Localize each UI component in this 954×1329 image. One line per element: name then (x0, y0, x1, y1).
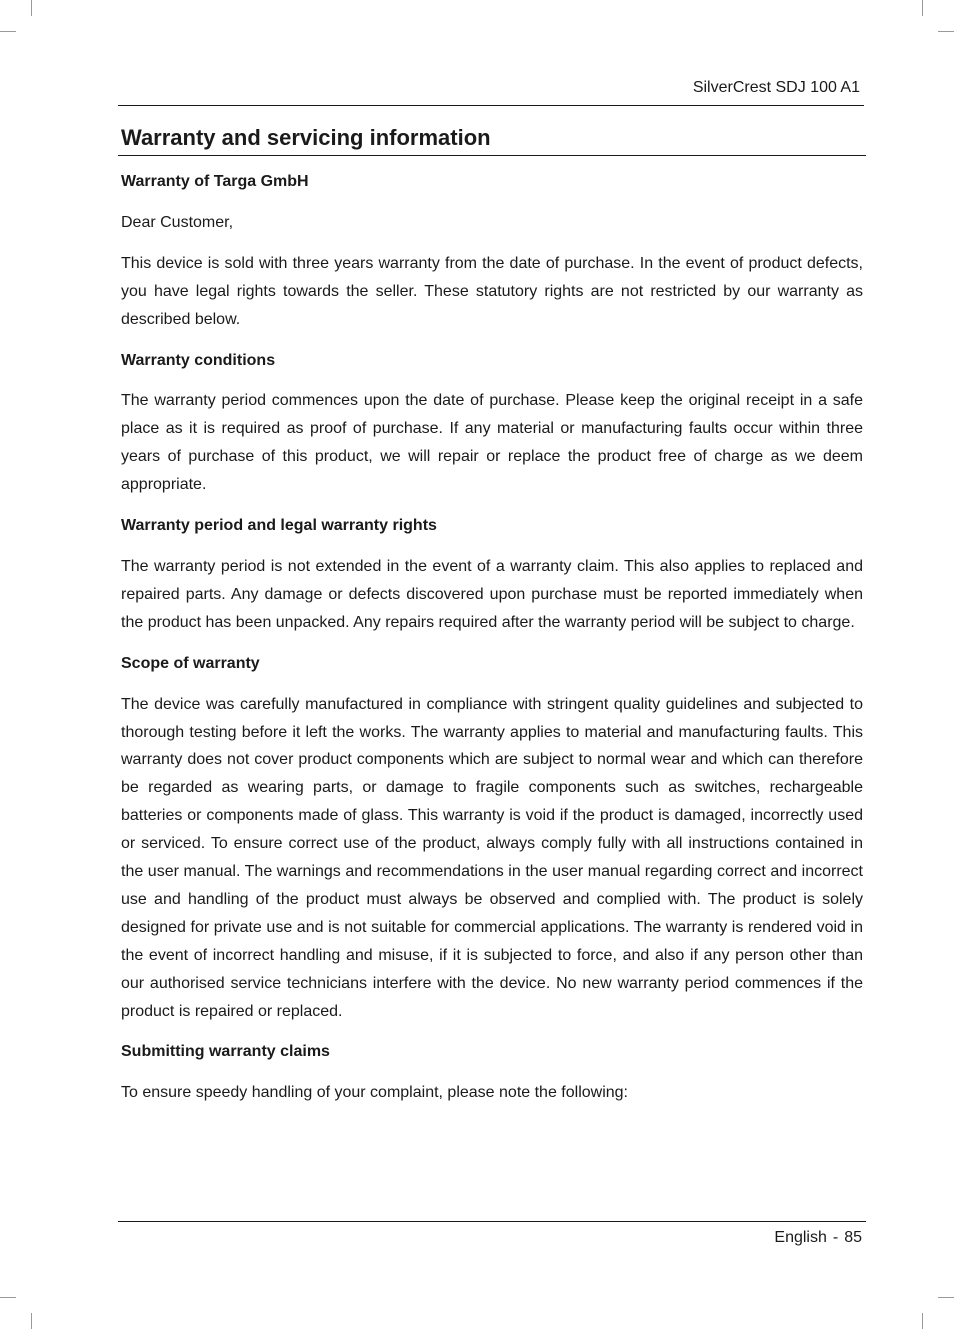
section-submitting-claims (121, 1038, 863, 1107)
running-footer (774, 1228, 862, 1248)
page-number: 85 (844, 1229, 862, 1246)
section-scope-of-warranty (121, 650, 863, 1026)
crop-mark (31, 0, 32, 16)
crop-mark (31, 1313, 32, 1329)
crop-mark (938, 1297, 954, 1298)
paragraph: To ensure speedy handling of your complaint, please note the following: (121, 1084, 628, 1102)
paragraph: The warranty period is not extended in the event of a warranty claim. This also applies to replaced and repaired parts. Any damage or defects discovered upon purchase must be reported immediately when the product has been unpacked. Any repairs required after the warranty period will be subject to charge. (121, 557, 863, 631)
crop-mark (922, 0, 923, 16)
salutation: Dear Customer, (121, 213, 234, 231)
footer-language: English (774, 1229, 827, 1246)
section-heading: Warranty period and legal warranty rights (121, 517, 437, 535)
crop-mark (922, 1313, 923, 1329)
running-header: SilverCrest SDJ 100 A1 (692, 79, 860, 96)
header-rule (118, 105, 864, 106)
page-title: Warranty and servicing information (121, 125, 491, 150)
section-heading: Submitting warranty claims (121, 1043, 330, 1061)
section-warranty-of-targa (121, 168, 863, 334)
crop-mark (938, 31, 954, 32)
document-body (121, 168, 863, 1120)
section-heading: Scope of warranty (121, 654, 260, 672)
section-warranty-conditions (121, 347, 863, 500)
section-warranty-period (121, 512, 863, 637)
crop-mark (0, 31, 16, 32)
footer-rule (118, 1221, 866, 1222)
footer-separator: - (832, 1229, 839, 1246)
title-rule (118, 155, 866, 156)
paragraph: The device was carefully manufactured in compliance with stringent quality guidelines and subjected to thorough testing before it left the works. The warranty applies to material and manufacturing faults. This warranty does not cover product components which are subject to normal wear and which can therefore be regarded as wearing parts, or damage to fragile components such as switches, rechargeable batteries or components made of glass. This warranty is void if the product is damaged, incorrectly used or serviced. To ensure correct use of the product, always comply fully with all instructions contained in the user manual. The warnings and recommendations in the user manual regarding correct and incorrect use and handling of the product must always be observed and complied with. The product is solely designed for private use and is not suitable for commercial applications. The warranty is rendered void in the event of incorrect handling and misuse, if it is subjected to force, and also if any person other than our authorised service technicians interfere with the device. No new warranty period commences if the product is repaired or replaced. (121, 695, 863, 1020)
paragraph: The warranty period commences upon the date of purchase. Please keep the original receipt in a safe place as it is required as proof of purchase. If any material or manufacturing faults occur within three years of purchase of this product, we will repair or replace the product free of charge as we deem appropriate. (121, 392, 863, 494)
section-heading: Warranty of Targa GmbH (121, 173, 309, 190)
paragraph: This device is sold with three years warranty from the date of purchase. In the event of product defects, you have legal rights towards the seller. These statutory rights are not restricted by our warranty as described below. (121, 254, 863, 328)
section-heading: Warranty conditions (121, 351, 276, 369)
crop-mark (0, 1297, 16, 1298)
